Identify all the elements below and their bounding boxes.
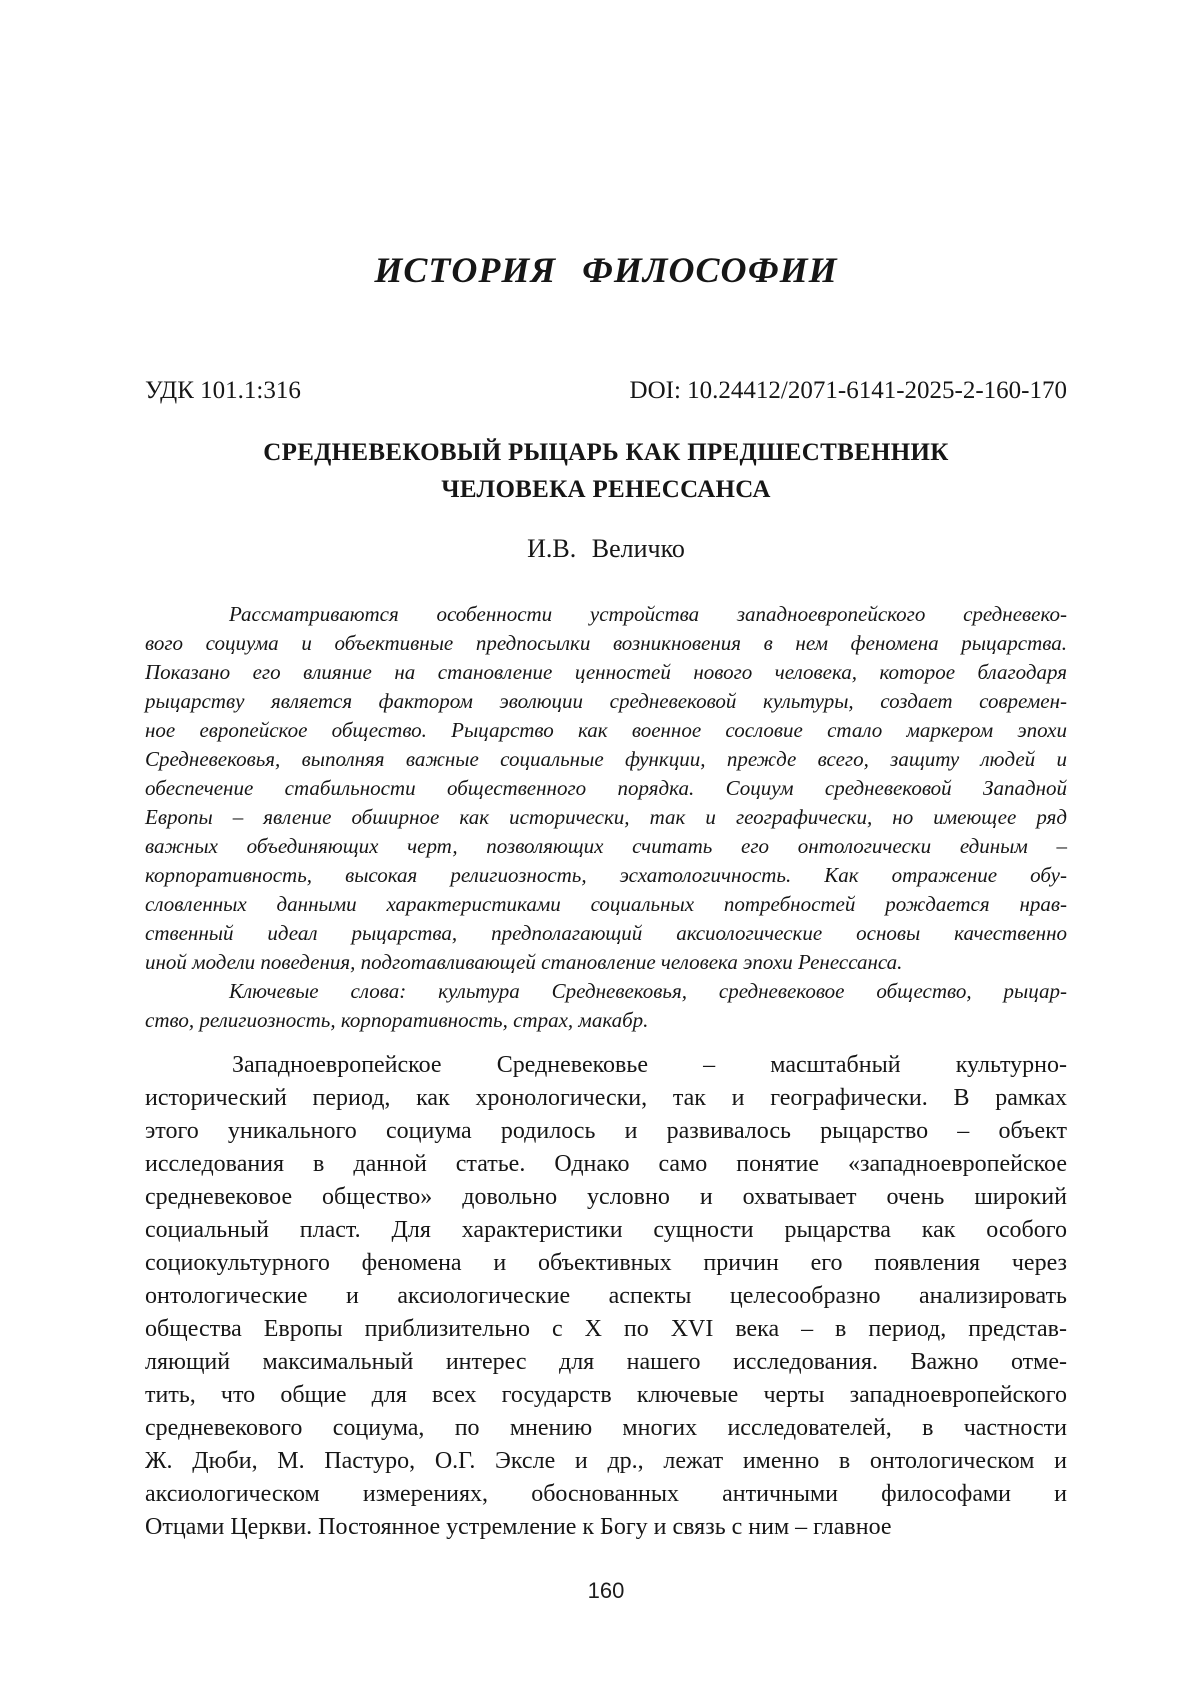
meta-row [145, 376, 1067, 406]
text-line: Западноевропейское Средневековье – масштабный культурно- [232, 1052, 1067, 1078]
text-line: обеспечение стабильности общественного порядка. Социум средневековой Западной [145, 776, 1067, 800]
text-line: средневековое общество» довольно условно и охватывает очень широкий [145, 1184, 1067, 1210]
udc-code: УДК 101.1:316 [145, 377, 301, 404]
text-line: Отцами Церкви. Постоянное устремление к Богу и связь с ним – главное [145, 1514, 892, 1540]
abstract-paragraph [145, 600, 1067, 977]
section-header: ИСТОРИЯ ФИЛОСОФИИ [374, 250, 838, 290]
text-line: ное европейское общество. Рыцарство как военное сословие стало маркером эпохи [145, 718, 1067, 742]
keywords-paragraph [145, 977, 1067, 1035]
text-line: СРЕДНЕВЕКОВЫЙ РЫЦАРЬ КАК ПРЕДШЕСТВЕННИК [263, 439, 949, 466]
text-line: Ж. Дюби, М. Пастуро, О.Г. Эксле и др., лежат именно в онтологическом и [145, 1448, 1067, 1474]
text-line: Показано его влияние на становление ценностей нового человека, которое благодаря [145, 660, 1067, 684]
text-line: ляющий максимальный интерес для нашего исследования. Важно отме- [145, 1349, 1067, 1375]
text-line: ЧЕЛОВЕКА РЕНЕССАНСА [441, 476, 771, 503]
text-line: исторический период, как хронологически, так и географически. В рамках [145, 1085, 1067, 1111]
text-line: иной модели поведения, подготавливающей становление человека эпохи Ренессанса. [145, 950, 903, 974]
text-line: онтологические и аксиологические аспекты целесообразно анализировать [145, 1283, 1067, 1309]
text-line: рыцарству является фактором эволюции средневековой культуры, создает современ- [145, 689, 1067, 713]
text-line: общества Европы приблизительно с X по XVI века – в период, представ- [145, 1316, 1067, 1342]
article-title [145, 434, 1067, 508]
text-line: ство, религиозность, корпоративность, страх, макабр. [145, 1008, 649, 1032]
author-name: И.В. Величко [527, 534, 685, 563]
text-line: Европы – явление обширное как исторически, так и географически, но имеющее ряд [145, 805, 1067, 829]
text-line: корпоративность, высокая религиозность, эсхатологичность. Как отражение обу- [145, 863, 1067, 887]
text-line: Средневековья, выполняя важные социальные функции, прежде всего, защиту людей и [145, 747, 1067, 771]
text-line: Ключевые слова: культура Средневековья, средневековое общество, рыцар- [229, 979, 1067, 1003]
text-line: вого социума и объективные предпосылки возникновения в нем феномена рыцарства. [145, 631, 1067, 655]
body-paragraph [145, 1049, 1067, 1544]
text-line: аксиологическом измерениях, обоснованных античными философами и [145, 1481, 1067, 1507]
page-number: 160 [587, 1578, 625, 1603]
text-line: исследования в данной статье. Однако само понятие «западноевропейское [145, 1151, 1067, 1177]
text-line: социокультурного феномена и объективных причин его появления через [145, 1250, 1067, 1276]
text-line: ственный идеал рыцарства, предполагающий аксиологические основы качественно [145, 921, 1067, 945]
text-line: словленных данными характеристиками социальных потребностей рождается нрав- [145, 892, 1067, 916]
doi-label: DOI: 10.24412/2071-6141-2025-2-160-170 [629, 377, 1067, 404]
text-line: этого уникального социума родилось и развивалось рыцарство – объект [145, 1118, 1067, 1144]
text-line: тить, что общие для всех государств ключевые черты западноевропейского [145, 1382, 1067, 1408]
text-line: Рассматриваются особенности устройства западноевропейского средневеко- [229, 602, 1067, 626]
text-line: социальный пласт. Для характеристики сущности рыцарства как особого [145, 1217, 1067, 1243]
text-line: важных объединяющих черт, позволяющих считать его онтологически единым – [145, 834, 1067, 858]
text-line: средневекового социума, по мнению многих исследователей, в частности [145, 1415, 1067, 1441]
